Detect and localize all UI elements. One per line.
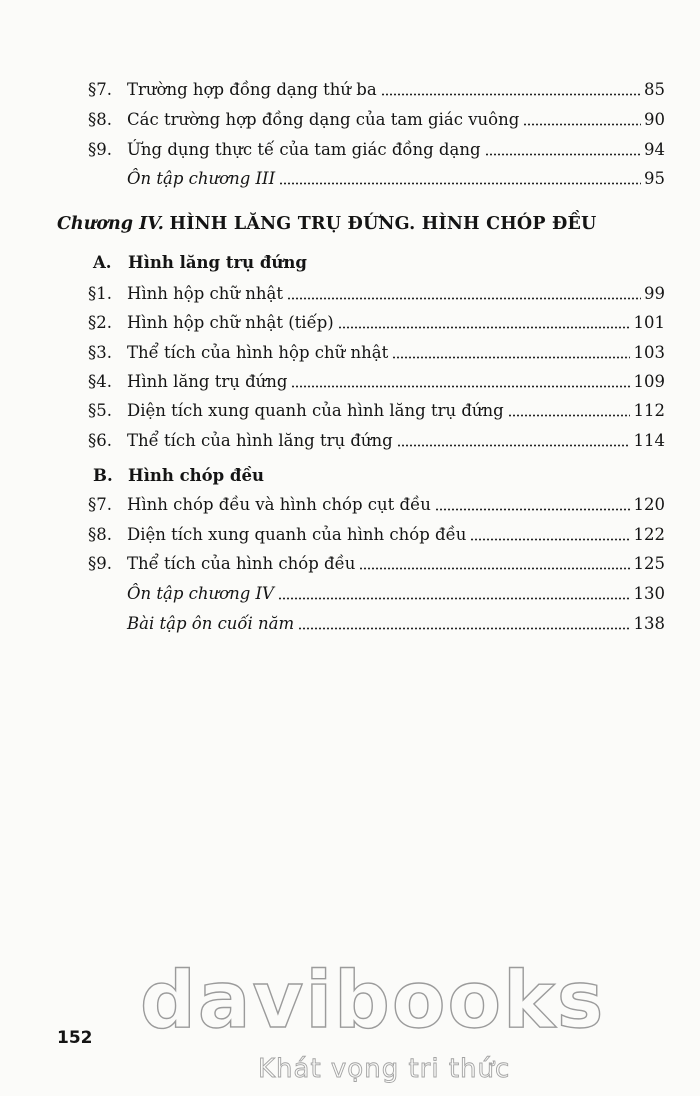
toc-entry (0, 551, 700, 577)
toc-entry-number: §3. (88, 343, 112, 362)
watermark-tagline: Khát vọng tri thức (258, 1054, 511, 1084)
section-heading-b (93, 463, 264, 489)
toc-entry-title: Trường hợp đồng dạng thứ ba (127, 80, 377, 99)
section-heading-a (93, 250, 307, 276)
dot-leader (359, 567, 630, 570)
toc-entry-number: §4. (88, 372, 112, 391)
toc-entry-title: Ứng dụng thực tế của tam giác đồng dạng (127, 140, 481, 159)
toc-entry-page: 125 (633, 554, 665, 573)
toc-entry-page: 112 (633, 401, 665, 420)
dot-leader (338, 326, 630, 329)
toc-entry (0, 137, 700, 163)
section-letter: B. (93, 466, 113, 485)
toc-entry-page: 114 (633, 431, 665, 450)
toc-entry-page: 109 (633, 372, 665, 391)
dot-leader (392, 356, 630, 359)
dot-leader (435, 508, 630, 511)
toc-entry-page: 122 (633, 525, 665, 544)
toc-entry-title: Các trường hợp đồng dạng của tam giác vuông (127, 110, 520, 129)
watermark-logo: davibooks (140, 956, 606, 1046)
toc-entry (0, 166, 700, 192)
toc-entry (0, 428, 700, 454)
toc-entry-title: Thể tích của hình lăng trụ đứng (127, 431, 393, 450)
toc-entry-title: Hình lăng trụ đứng (127, 372, 288, 391)
toc-entry-title: Thể tích của hình hộp chữ nhật (127, 343, 389, 362)
toc-entry-title: Hình hộp chữ nhật (127, 284, 283, 303)
toc-entry (0, 492, 700, 518)
toc-entry-title: Ôn tập chương III (127, 169, 276, 188)
dot-leader (278, 597, 630, 600)
toc-entry-page: 95 (644, 169, 665, 188)
toc-entry-title: Ôn tập chương IV (127, 584, 274, 603)
toc-entry-title: Thể tích của hình chóp đều (127, 554, 356, 573)
dot-leader (279, 182, 641, 185)
dot-leader (397, 444, 630, 447)
toc-entry-page: 103 (633, 343, 665, 362)
dot-leader (485, 153, 641, 156)
toc-entry (0, 369, 700, 395)
dot-leader (287, 297, 641, 300)
toc-entry (0, 581, 700, 607)
toc-entry-number: §8. (88, 110, 112, 129)
toc-entry-title: Diện tích xung quanh của hình chóp đều (127, 525, 467, 544)
toc-entry-title: Bài tập ôn cuối năm (127, 614, 295, 633)
toc-entry-number: §7. (88, 80, 112, 99)
dot-leader (508, 414, 630, 417)
toc-entry (0, 611, 700, 637)
toc-entry-number: §9. (88, 554, 112, 573)
toc-entry-number: §2. (88, 313, 112, 332)
chapter-heading (57, 211, 597, 237)
toc-entry-number: §8. (88, 525, 112, 544)
dot-leader (381, 93, 641, 96)
page-number: 152 (57, 1028, 93, 1048)
toc-entry-number: §5. (88, 401, 112, 420)
toc-entry-page: 130 (633, 584, 665, 603)
toc-entry-page: 138 (633, 614, 665, 633)
toc-entry-page: 94 (644, 140, 665, 159)
toc-entry (0, 281, 700, 307)
toc-entry-number: §9. (88, 140, 112, 159)
toc-entry-page: 101 (633, 313, 665, 332)
toc-entry-page: 120 (633, 495, 665, 514)
toc-entry-title: Hình hộp chữ nhật (tiếp) (127, 313, 334, 332)
toc-entry (0, 310, 700, 336)
chapter-number: Chương IV. (57, 214, 164, 234)
toc-entry (0, 398, 700, 424)
dot-leader (470, 538, 630, 541)
toc-entry (0, 77, 700, 103)
toc-entry-number: §1. (88, 284, 112, 303)
toc-entry-title: Hình chóp đều và hình chóp cụt đều (127, 495, 431, 514)
toc-entry (0, 522, 700, 548)
section-title: Hình chóp đều (128, 466, 264, 485)
toc-entry-page: 90 (644, 110, 665, 129)
dot-leader (523, 123, 641, 126)
section-title: Hình lăng trụ đứng (128, 253, 307, 272)
toc-entry-page: 99 (644, 284, 665, 303)
chapter-title: HÌNH LĂNG TRỤ ĐỨNG. HÌNH CHÓP ĐỀU (169, 214, 597, 234)
section-letter: A. (93, 253, 112, 272)
toc-entry-page: 85 (644, 80, 665, 99)
toc-entry-number: §7. (88, 495, 112, 514)
toc-entry-title: Diện tích xung quanh của hình lăng trụ đứng (127, 401, 504, 420)
toc-entry (0, 107, 700, 133)
toc-entry-number: §6. (88, 431, 112, 450)
toc-entry (0, 340, 700, 366)
dot-leader (291, 385, 630, 388)
dot-leader (298, 627, 630, 630)
